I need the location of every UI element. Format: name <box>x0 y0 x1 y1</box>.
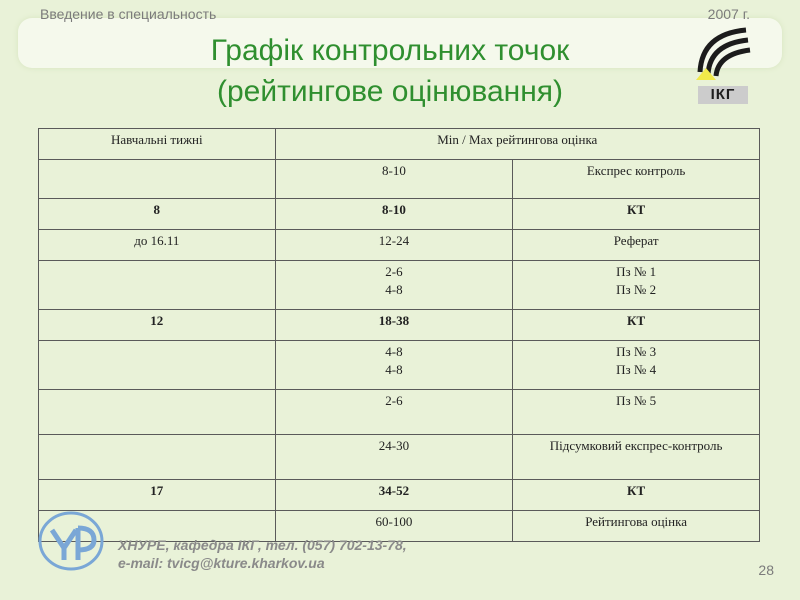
cell-week <box>39 435 276 480</box>
rating-schedule-table <box>38 128 760 542</box>
table-row <box>39 480 760 511</box>
table-row <box>39 199 760 230</box>
cell-type: КТ <box>513 310 760 341</box>
table-header-row <box>39 129 760 160</box>
table-row <box>39 310 760 341</box>
table-row <box>39 160 760 199</box>
cell-week: 8 <box>39 199 276 230</box>
table-row <box>39 435 760 480</box>
page-title <box>120 30 660 112</box>
cell-type: Пз № 5 <box>513 390 760 435</box>
year-label: 2007 г. <box>707 6 750 22</box>
ikg-logo-caption: ІКГ <box>698 86 748 104</box>
footer-contacts <box>118 536 407 572</box>
table-row <box>39 230 760 261</box>
cell-score: 24-30 <box>275 435 513 480</box>
cell-week <box>39 390 276 435</box>
cell-score: 4-8 4-8 <box>275 341 513 390</box>
page-number: 28 <box>758 562 774 578</box>
cell-score: 8-10 <box>275 160 513 199</box>
university-logo-icon <box>38 508 104 574</box>
course-name: Введение в специальность <box>40 6 217 22</box>
cell-type: КТ <box>513 199 760 230</box>
cell-week <box>39 160 276 199</box>
cell-type: Реферат <box>513 230 760 261</box>
cell-type: Рейтингова оцінка <box>513 511 760 542</box>
cell-type: КТ <box>513 480 760 511</box>
footer-line-2: e-mail: tvicg@kture.kharkov.ua <box>118 555 325 571</box>
cell-week: 12 <box>39 310 276 341</box>
cell-score: 2-6 <box>275 390 513 435</box>
table-row <box>39 390 760 435</box>
cell-score: 2-6 4-8 <box>275 261 513 310</box>
cell-type: Пз № 3 Пз № 4 <box>513 341 760 390</box>
cell-score: 8-10 <box>275 199 513 230</box>
cell-week <box>39 261 276 310</box>
cell-score: 60-100 <box>275 511 513 542</box>
cell-week: до 16.11 <box>39 230 276 261</box>
cell-type: Підсумковий експрес-контроль <box>513 435 760 480</box>
cell-score: 12-24 <box>275 230 513 261</box>
cell-score: 34-52 <box>275 480 513 511</box>
table-row <box>39 341 760 390</box>
title-line-1: Графік контрольних точок <box>210 34 570 67</box>
header-score: Min / Max рейтингова оцінка <box>275 129 759 160</box>
table-row <box>39 261 760 310</box>
footer-line-1: ХНУРЕ, кафедра ІКГ, тел. (057) 702-13-78, <box>118 537 407 553</box>
cell-score: 18-38 <box>275 310 513 341</box>
cell-week: 17 <box>39 480 276 511</box>
cell-type: Пз № 1 Пз № 2 <box>513 261 760 310</box>
cell-week <box>39 341 276 390</box>
cell-type: Експрес контроль <box>513 160 760 199</box>
title-line-2: (рейтингове оцінювання) <box>216 75 564 108</box>
header-weeks: Навчальні тижні <box>39 129 276 160</box>
